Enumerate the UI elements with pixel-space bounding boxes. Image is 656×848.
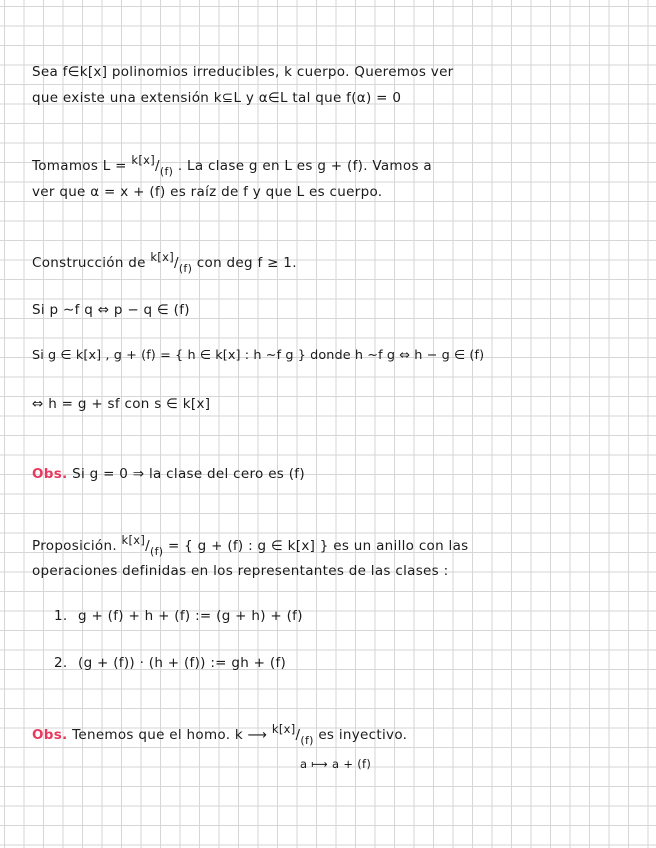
intro-line-2: que existe una extensión k⊆L y α∈L tal que f(α) = 0 <box>32 90 402 106</box>
proposicion-suffix: = { g + (f) : g ∈ k[x] } es un anillo con las <box>163 538 469 554</box>
obs-2-line <box>32 722 408 747</box>
quotient-denominator: (f) <box>150 545 164 558</box>
operation-number: 1. <box>54 608 68 624</box>
quotient-denominator: (f) <box>159 165 174 178</box>
obs-2-prefix: Tenemos que el homo. k <box>67 727 248 743</box>
tomamos-suffix: . La clase g en L es g + (f). Vamos a <box>173 158 432 174</box>
tomamos-line-2: ver que α = x + (f) es raíz de f y que L es cuerpo. <box>32 184 383 200</box>
construccion-prefix: Construcción de <box>32 255 151 271</box>
si-p-line: Si p ∼f q ⇔ p − q ∈ (f) <box>32 302 190 318</box>
proposicion-prefix: Proposición. <box>32 538 122 554</box>
obs-label: Obs. <box>32 727 68 743</box>
operation-text: g + (f) + h + (f) := (g + h) + (f) <box>78 608 303 624</box>
obs-label: Obs. <box>32 466 68 482</box>
obs-1-text: Si g = 0 ⇒ la clase del cero es (f) <box>67 466 305 482</box>
quotient-numerator: k[x] <box>271 722 296 736</box>
quotient-denominator: (f) <box>178 262 193 275</box>
construccion-suffix: con deg f ≥ 1. <box>192 255 297 271</box>
map-arrow: ⟶ <box>247 727 268 743</box>
equivalence-line: ⇔ h = g + sf con s ∈ k[x] <box>32 396 211 412</box>
quotient-ring: $k[x]/_{(f)}$ <box>121 533 164 558</box>
quotient-ring: $k[x]/_{(f)}$ <box>271 722 314 747</box>
operation-text: (g + (f)) · (h + (f)) := gh + (f) <box>78 655 287 671</box>
quotient-ring: $k[x]/_{(f)}$ <box>150 250 193 275</box>
quotient-denominator: (f) <box>300 734 314 747</box>
construccion-line <box>32 250 297 275</box>
obs-2-suffix: es inyectivo. <box>313 727 408 743</box>
proposicion-line-1 <box>32 533 469 558</box>
intro-line-1: Sea f∈k[x] polinomios irreducibles, k cuerpo. Queremos ver <box>32 64 454 80</box>
obs-1-line <box>32 466 305 482</box>
quotient-numerator: k[x] <box>150 250 174 264</box>
map-definition: a ⟼ a + (f) <box>300 757 372 771</box>
quotient-ring: $k[x]/_{(f)}$ <box>131 153 174 178</box>
proposicion-line-2: operaciones definidas en los representantes de las clases : <box>32 563 449 579</box>
note-page <box>32 0 642 848</box>
operation-item <box>54 655 286 671</box>
quotient-numerator: k[x] <box>131 153 156 167</box>
si-g-line: Si g ∈ k[x] , g + (f) = { h ∈ k[x] : h ∼f g } donde h ∼f g ⇔ h − g ∈ (f) <box>32 348 485 363</box>
tomamos-prefix: Tomamos L = <box>32 158 132 174</box>
quotient-numerator: k[x] <box>121 533 146 547</box>
operation-number: 2. <box>54 655 68 671</box>
tomamos-line-1 <box>32 153 432 178</box>
operation-item <box>54 608 303 624</box>
